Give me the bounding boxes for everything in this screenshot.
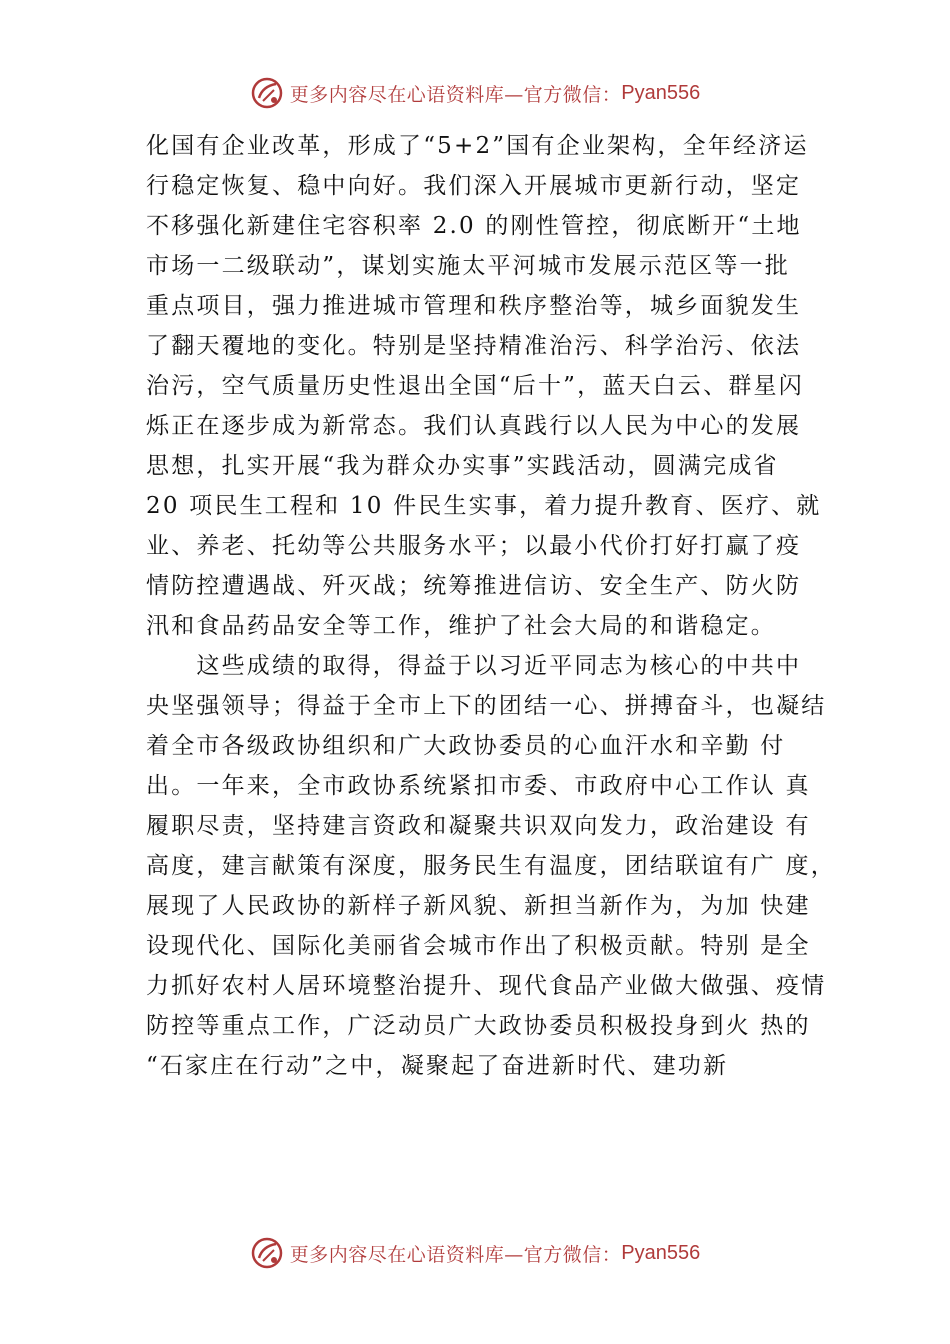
body-line: 高度，建言献策有深度，服务民生有温度，团结联谊有广 度， xyxy=(146,853,836,879)
logo-icon xyxy=(250,1236,284,1270)
footer-banner-id: Pyan556 xyxy=(621,1241,701,1264)
body-line: 了翻天覆地的变化。特别是坚持精准治污、科学治污、依法 xyxy=(146,333,802,359)
body-line: 履职尽责，坚持建言资政和凝聚共识双向发力，政治建设 有 xyxy=(146,813,811,839)
footer-banner xyxy=(0,1233,950,1273)
body-line: 防控等重点工作，广泛动员广大政协委员积极投身到火 热的 xyxy=(146,1013,811,1039)
header-banner-text: 更多内容尽在心语资料库—官方微信： xyxy=(289,83,622,106)
body-line: “石家庄在行动”之中，凝聚起了奋进新时代、建功新 xyxy=(146,1053,729,1079)
body-line: 着全市各级政协组织和广大政协委员的心血汗水和辛勤 付 xyxy=(146,733,786,759)
body-line: 化国有企业改革，形成了“5+2”国有企业架构，全年经济运 xyxy=(146,133,809,159)
body-line: 央坚强领导；得益于全市上下的团结一心、拼搏奋斗，也凝结 xyxy=(146,693,827,719)
body-line: 业、养老、托幼等公共服务水平；以最小代价打好打赢了疫 xyxy=(146,533,802,559)
body-line: 汛和食品药品安全等工作，维护了社会大局的和谐稳定。 xyxy=(146,613,776,639)
header-banner xyxy=(0,73,950,113)
body-line: 情防控遭遇战、歼灭战；统筹推进信访、安全生产、防火防 xyxy=(146,573,802,599)
footer-banner-text: 更多内容尽在心语资料库—官方微信： xyxy=(289,1243,622,1266)
logo-icon xyxy=(250,76,284,110)
body-line: 展现了人民政协的新样子新风貌、新担当新作为，为加 快建 xyxy=(146,893,811,919)
body-line: 20 项民生工程和 10 件民生实事，着力提升教育、医疗、就 xyxy=(146,493,822,519)
body-line: 市场一二级联动”，谋划实施太平河城市发展示范区等一批 xyxy=(146,253,790,279)
body-line: 不移强化新建住宅容积率 2.0 的刚性管控，彻底断开“土地 xyxy=(146,213,802,239)
body-line: 设现代化、国际化美丽省会城市作出了积极贡献。特别 是全 xyxy=(146,933,811,959)
header-banner-id: Pyan556 xyxy=(621,81,701,104)
body-line: 行稳定恢复、稳中向好。我们深入开展城市更新行动，坚定 xyxy=(146,173,802,199)
body-line: 力抓好农村人居环境整治提升、现代食品产业做大做强、疫情 xyxy=(146,973,827,999)
body-line: 烁正在逐步成为新常态。我们认真践行以人民为中心的发展 xyxy=(146,413,802,439)
document-body xyxy=(146,126,836,1086)
body-line: 这些成绩的取得，得益于以习近平同志为核心的中共中 xyxy=(146,653,802,679)
body-line: 出。一年来，全市政协系统紧扣市委、市政府中心工作认 真 xyxy=(146,773,811,799)
body-line: 重点项目，强力推进城市管理和秩序整治等，城乡面貌发生 xyxy=(146,293,802,319)
body-line: 治污，空气质量历史性退出全国“后十”，蓝天白云、群星闪 xyxy=(146,373,804,399)
body-line: 思想，扎实开展“我为群众办实事”实践活动，圆满完成省 xyxy=(146,453,779,479)
